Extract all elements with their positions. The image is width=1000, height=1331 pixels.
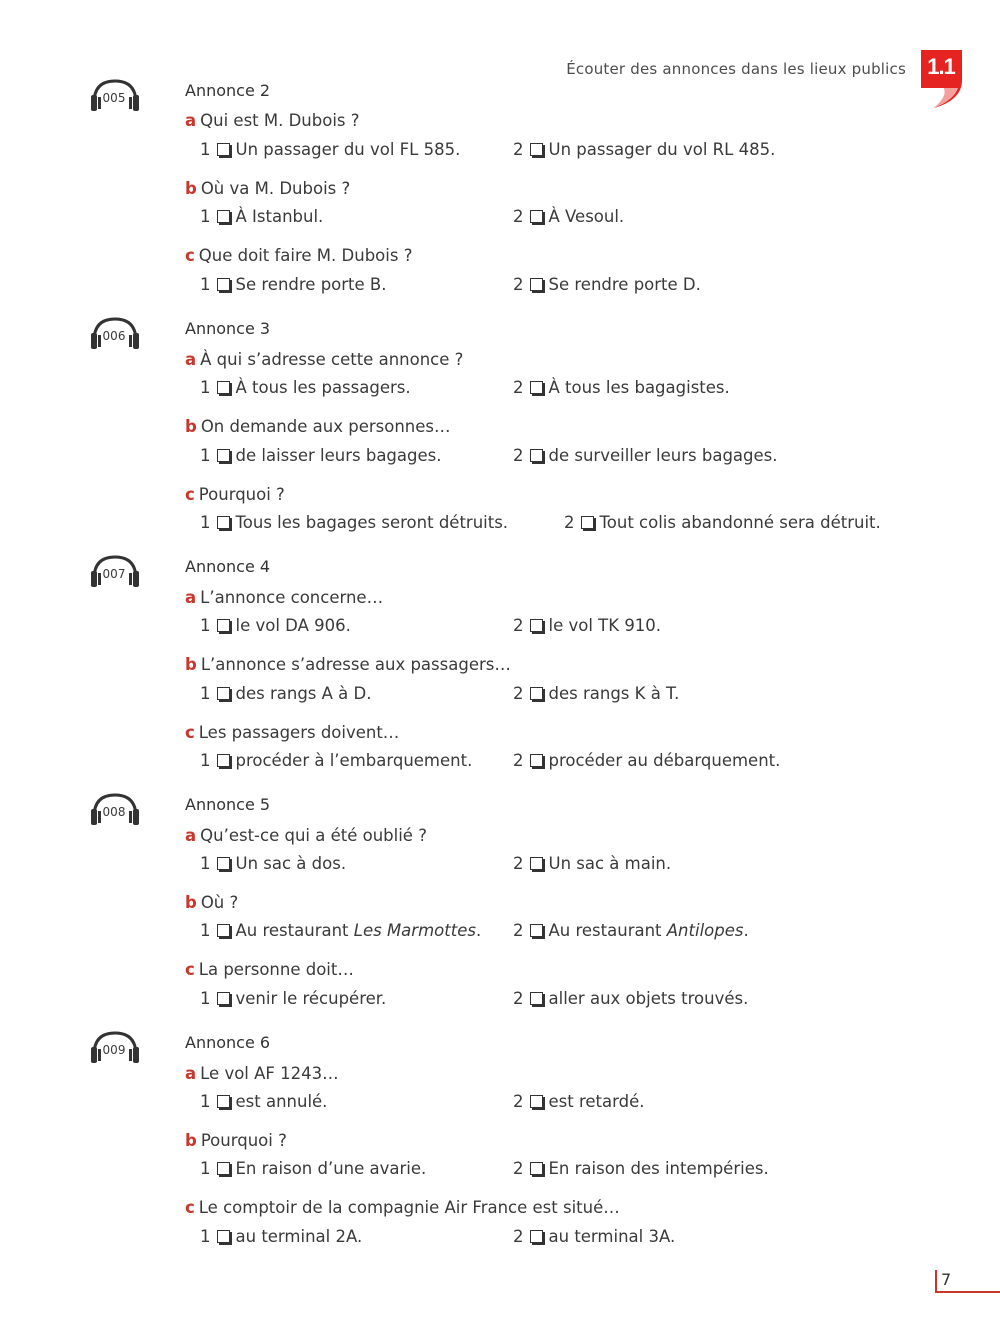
checkbox-icon[interactable] <box>530 449 543 462</box>
answer-option-1[interactable]: 1 au terminal 2A. <box>200 1227 363 1246</box>
answer-option-2[interactable]: 2 À Vesoul. <box>513 207 625 226</box>
question-letter: b <box>185 179 197 198</box>
question-text: L’annonce s’adresse aux passagers… <box>200 655 511 674</box>
question <box>185 960 354 979</box>
checkbox-icon[interactable] <box>217 1095 230 1108</box>
checkbox-icon[interactable] <box>530 857 543 870</box>
checkbox-icon[interactable] <box>530 1162 543 1175</box>
answer-option-1[interactable]: 1 Un sac à dos. <box>200 854 347 873</box>
question-text: Qu’est-ce qui a été oublié ? <box>200 826 427 845</box>
chapter-title: Écouter des annonces dans les lieux publics <box>566 60 906 78</box>
answer-option-2[interactable]: 2 aller aux objets trouvés. <box>513 989 749 1008</box>
checkbox-icon[interactable] <box>530 754 543 767</box>
checkbox-icon[interactable] <box>217 278 230 291</box>
annonce-title: Annonce 6 <box>185 1033 271 1052</box>
checkbox-icon[interactable] <box>217 381 230 394</box>
answer-option-2[interactable]: 2 au terminal 3A. <box>513 1227 676 1246</box>
checkbox-icon[interactable] <box>217 516 230 529</box>
checkbox-icon[interactable] <box>217 687 230 700</box>
question-text: Pourquoi ? <box>198 485 285 504</box>
question-text: On demande aux personnes… <box>200 417 451 436</box>
question <box>185 246 412 265</box>
question-letter: b <box>185 893 197 912</box>
audio-track-number: 005 <box>102 91 126 105</box>
question <box>185 655 511 674</box>
answer-option-2[interactable]: 2 procéder au débarquement. <box>513 751 781 770</box>
question-text: Où va M. Dubois ? <box>200 179 351 198</box>
checkbox-icon[interactable] <box>530 143 543 156</box>
question <box>185 350 463 369</box>
audio-track-number: 007 <box>102 567 126 581</box>
answer-option-1[interactable]: 1 est annulé. <box>200 1092 328 1111</box>
answer-option-1[interactable]: 1 venir le récupérer. <box>200 989 387 1008</box>
answer-option-1[interactable]: 1 À Istanbul. <box>200 207 324 226</box>
checkbox-icon[interactable] <box>530 210 543 223</box>
annonce-title: Annonce 5 <box>185 795 271 814</box>
question-text: Pourquoi ? <box>200 1131 287 1150</box>
answer-option-1[interactable]: 1 le vol DA 906. <box>200 616 351 635</box>
answer-option-1[interactable]: 1 Un passager du vol FL 585. <box>200 140 461 159</box>
checkbox-icon[interactable] <box>217 210 230 223</box>
question <box>185 723 399 742</box>
question-letter: a <box>185 826 197 845</box>
checkbox-icon[interactable] <box>217 1162 230 1175</box>
checkbox-icon[interactable] <box>217 619 230 632</box>
checkbox-icon[interactable] <box>217 1230 230 1243</box>
question <box>185 826 427 845</box>
annonce-title: Annonce 2 <box>185 81 271 100</box>
question-text: L’annonce concerne… <box>200 588 384 607</box>
audio-track-number: 008 <box>102 805 126 819</box>
answer-option-2[interactable]: 2 Tout colis abandonné sera détruit. <box>564 513 881 532</box>
answer-option-2[interactable]: 2 est retardé. <box>513 1092 645 1111</box>
question-text: Le comptoir de la compagnie Air France est situé… <box>198 1198 620 1217</box>
answer-option-1[interactable]: 1 En raison d’une avarie. <box>200 1159 427 1178</box>
answer-option-2[interactable]: 2 de surveiller leurs bagages. <box>513 446 778 465</box>
question <box>185 893 238 912</box>
question <box>185 1131 287 1150</box>
checkbox-icon[interactable] <box>217 992 230 1005</box>
checkbox-icon[interactable] <box>581 516 594 529</box>
question-text: À qui s’adresse cette annonce ? <box>200 350 464 369</box>
answer-option-1[interactable]: 1 Se rendre porte B. <box>200 275 387 294</box>
checkbox-icon[interactable] <box>217 449 230 462</box>
question-text: Le vol AF 1243… <box>200 1064 339 1083</box>
question-letter: a <box>185 1064 197 1083</box>
checkbox-icon[interactable] <box>530 992 543 1005</box>
checkbox-icon[interactable] <box>530 381 543 394</box>
annonce-title: Annonce 3 <box>185 319 271 338</box>
question-text: Que doit faire M. Dubois ? <box>198 246 413 265</box>
answer-option-2[interactable]: 2 Un passager du vol RL 485. <box>513 140 776 159</box>
question <box>185 588 383 607</box>
checkbox-icon[interactable] <box>530 1230 543 1243</box>
question <box>185 1198 620 1217</box>
question <box>185 111 360 130</box>
question <box>185 485 285 504</box>
question <box>185 417 450 436</box>
audio-track-number: 009 <box>102 1043 126 1057</box>
checkbox-icon[interactable] <box>217 754 230 767</box>
question-letter: b <box>185 655 197 674</box>
checkbox-icon[interactable] <box>530 687 543 700</box>
page-number: 7 <box>941 1270 952 1289</box>
answer-option-2[interactable]: 2 Se rendre porte D. <box>513 275 701 294</box>
annonce-title: Annonce 4 <box>185 557 271 576</box>
checkbox-icon[interactable] <box>530 924 543 937</box>
checkbox-icon[interactable] <box>530 619 543 632</box>
question <box>185 1064 339 1083</box>
answer-option-1[interactable]: 1 des rangs A à D. <box>200 684 372 703</box>
question-letter: a <box>185 111 197 130</box>
answer-option-1[interactable]: 1 Tous les bagages seront détruits. <box>200 513 509 532</box>
question-letter: a <box>185 588 197 607</box>
answer-option-1[interactable]: 1 À tous les passagers. <box>200 378 411 397</box>
checkbox-icon[interactable] <box>530 1095 543 1108</box>
question-text: Qui est M. Dubois ? <box>200 111 360 130</box>
page-number-rule <box>935 1291 1000 1293</box>
checkbox-icon[interactable] <box>217 857 230 870</box>
chapter-badge-number: 1.1 <box>927 54 955 79</box>
answer-option-2[interactable]: 2 le vol TK 910. <box>513 616 662 635</box>
question-text: La personne doit… <box>198 960 354 979</box>
question-letter: c <box>185 485 195 504</box>
audio-track-number: 006 <box>102 329 126 343</box>
question-letter: b <box>185 417 197 436</box>
question-letter: a <box>185 350 197 369</box>
checkbox-icon[interactable] <box>530 278 543 291</box>
answer-option-1[interactable]: 1 de laisser leurs bagages. <box>200 446 442 465</box>
question-letter: c <box>185 246 195 265</box>
question-text: Les passagers doivent… <box>198 723 400 742</box>
page-number-rule <box>935 1270 937 1292</box>
question-letter: c <box>185 1198 195 1217</box>
answer-option-1[interactable]: 1 procéder à l’embarquement. <box>200 751 473 770</box>
checkbox-icon[interactable] <box>217 143 230 156</box>
checkbox-icon[interactable] <box>217 924 230 937</box>
question-text: Où ? <box>200 893 239 912</box>
answer-option-2[interactable]: 2 Un sac à main. <box>513 854 672 873</box>
answer-option-2[interactable]: 2 des rangs K à T. <box>513 684 680 703</box>
answer-option-2[interactable]: 2 Au restaurant Antilopes. <box>513 921 749 940</box>
question <box>185 179 350 198</box>
question-letter: c <box>185 960 195 979</box>
question-letter: c <box>185 723 195 742</box>
question-letter: b <box>185 1131 197 1150</box>
answer-option-1[interactable]: 1 Au restaurant Les Marmottes. <box>200 921 482 940</box>
answer-option-2[interactable]: 2 À tous les bagagistes. <box>513 378 730 397</box>
answer-option-2[interactable]: 2 En raison des intempéries. <box>513 1159 769 1178</box>
